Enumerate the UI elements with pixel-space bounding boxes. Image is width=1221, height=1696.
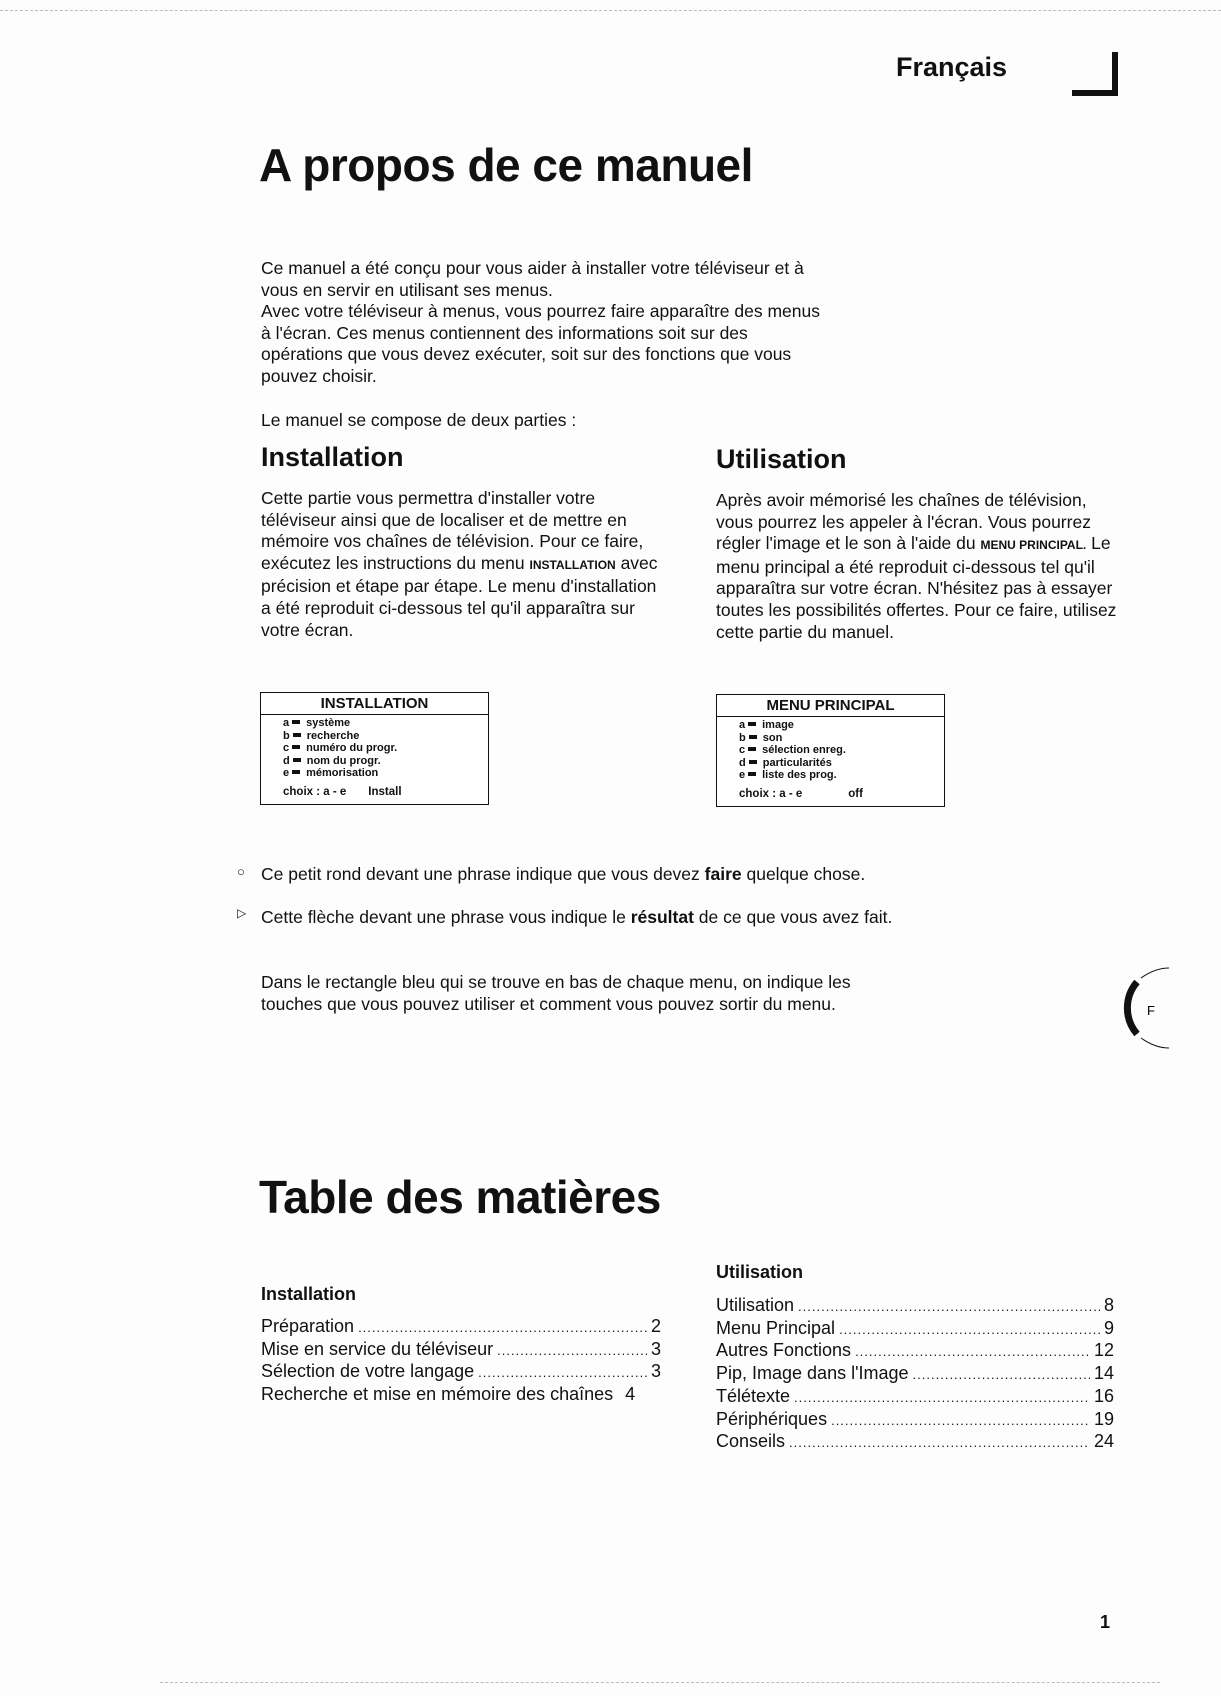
dot-leader xyxy=(839,1318,1100,1341)
bullet-square-icon xyxy=(749,760,757,764)
menu-items xyxy=(261,715,488,780)
text: liste des prog. xyxy=(762,769,837,781)
menu-item xyxy=(739,744,944,757)
text: 9 xyxy=(1103,1317,1114,1338)
text: Cette flèche devant une phrase vous indique le xyxy=(261,907,631,927)
text: son xyxy=(762,731,783,744)
text: b xyxy=(739,731,746,744)
text: Télétexte xyxy=(716,1385,791,1406)
text: a xyxy=(739,719,746,731)
intro-line: opérations que vous devez exécuter, soit sur des fonctions que vous xyxy=(261,344,792,365)
dot-leader xyxy=(831,1409,1090,1432)
text: quelque chose. xyxy=(741,864,866,884)
main-menu-screen xyxy=(716,694,945,807)
bullet-square-icon xyxy=(749,735,757,739)
menu-item xyxy=(283,742,488,755)
language-label: Français xyxy=(896,52,1008,82)
parts-intro: Le manuel se compose de deux parties : xyxy=(261,410,577,430)
dot-leader xyxy=(794,1386,1090,1409)
text: Install xyxy=(368,785,402,798)
menu-name: INSTALLATION xyxy=(529,557,616,572)
text: 12 xyxy=(1093,1340,1114,1361)
text: de ce que vous avez fait. xyxy=(693,907,893,927)
menu-item xyxy=(739,732,944,745)
utilisation-heading: Utilisation xyxy=(716,444,847,474)
text: 24 xyxy=(1093,1431,1114,1452)
corner-mark-icon xyxy=(1072,52,1122,96)
text: 8 xyxy=(1103,1295,1114,1315)
circle-icon: ○ xyxy=(237,864,245,879)
bullet-square-icon xyxy=(748,722,756,726)
text: image xyxy=(762,719,794,731)
intro-line: pouvez choisir. xyxy=(261,365,377,386)
text: 2 xyxy=(650,1316,661,1336)
text: Autres Fonctions xyxy=(716,1340,852,1361)
menu-items xyxy=(717,717,944,782)
toc-entry[interactable] xyxy=(716,1431,1114,1454)
menu-item xyxy=(739,757,944,770)
text: Après avoir mémorisé les chaînes de télévision, vous pourrez les appeler à l'écran. Vous pourrez régler l'image et le son à l'aide du xyxy=(716,490,1091,554)
toc-entry[interactable] xyxy=(261,1316,661,1339)
text: particularités xyxy=(762,756,832,769)
text: 19 xyxy=(1093,1408,1114,1429)
text: Recherche et mise en mémoire des chaînes xyxy=(261,1384,614,1405)
text: système xyxy=(306,717,351,729)
dot-leader xyxy=(798,1295,1100,1318)
text: Cette partie vous permettra d'installer votre téléviseur ainsi que de localiser et de mettre en mémoire vos chaînes de télévision. Pour ce faire, exécutez les instructions du menu xyxy=(261,488,644,573)
text: Ce petit rond devant une phrase indique que vous devez xyxy=(261,864,705,884)
bullet-square-icon xyxy=(292,770,300,774)
text: c xyxy=(283,742,290,754)
text: F xyxy=(1147,1003,1155,1018)
text: résultat xyxy=(630,907,694,927)
text: e xyxy=(739,769,746,781)
toc-utilisation-list xyxy=(716,1295,1114,1454)
text: d xyxy=(283,754,290,767)
menu-footer xyxy=(261,780,488,804)
menu-item xyxy=(283,730,488,743)
text: choix : a - e xyxy=(283,785,347,798)
intro-line: Avec votre téléviseur à menus, vous pourrez faire apparaître des menus xyxy=(261,301,820,322)
arrow-icon: ▷ xyxy=(237,906,247,920)
installation-text xyxy=(261,488,661,641)
toc-entry[interactable] xyxy=(261,1339,661,1362)
bullet-square-icon xyxy=(293,733,301,737)
dot-leader xyxy=(497,1339,647,1362)
text: nom du progr. xyxy=(306,754,381,767)
toc-title: Table des matières xyxy=(259,1171,661,1223)
text xyxy=(1141,968,1169,1048)
text: Le menu principal a été reproduit ci-dessous tel qu'il apparaîtra sur votre écran. N'hésitez pas à essayer toutes les possibilités offertes. Pour ce faire, utilisez cette partie du manuel. xyxy=(716,533,1117,642)
text: e xyxy=(283,767,290,779)
text xyxy=(1112,52,1118,96)
toc-entry[interactable] xyxy=(716,1409,1114,1432)
legend-item xyxy=(261,907,901,929)
bullet-square-icon xyxy=(293,758,301,762)
dot-leader xyxy=(789,1431,1090,1454)
text: off xyxy=(848,787,863,800)
page-title: A propos de ce manuel xyxy=(259,139,753,191)
intro-paragraph xyxy=(261,258,901,388)
scan-edge-top xyxy=(0,10,1221,11)
toc-entry[interactable] xyxy=(716,1363,1114,1386)
menu-item xyxy=(739,769,944,782)
text: Mise en service du téléviseur xyxy=(261,1338,494,1359)
legend-item xyxy=(261,864,901,886)
text: 16 xyxy=(1093,1385,1114,1406)
menu-item xyxy=(283,767,488,780)
installation-menu-screen xyxy=(260,692,489,805)
toc-entry[interactable] xyxy=(261,1361,661,1384)
dot-leader xyxy=(855,1340,1090,1363)
text: choix : a - e xyxy=(739,787,803,800)
scan-edge-bottom xyxy=(160,1682,1160,1683)
toc-entry[interactable] xyxy=(261,1384,661,1406)
dot-leader xyxy=(478,1361,647,1384)
menu-item xyxy=(283,755,488,768)
text: faire xyxy=(704,864,742,884)
menu-title: INSTALLATION xyxy=(261,693,488,715)
toc-installation-heading: Installation xyxy=(261,1284,357,1304)
toc-entry[interactable] xyxy=(716,1386,1114,1409)
menu-name: MENU PRINCIPAL. xyxy=(980,538,1087,553)
text xyxy=(1127,982,1137,1034)
text: Préparation xyxy=(261,1316,355,1336)
dot-leader xyxy=(913,1363,1090,1386)
text: 3 xyxy=(650,1361,661,1382)
bullet-square-icon xyxy=(748,772,756,776)
text: numéro du progr. xyxy=(306,742,398,754)
text: Utilisation xyxy=(716,1295,795,1315)
installation-heading: Installation xyxy=(261,442,404,472)
page-number: 1 xyxy=(1100,1612,1111,1632)
text: 4 xyxy=(625,1384,636,1405)
text: avec précision et étape par étape. Le menu d'installation a été reproduit ci-dessous tel qu'il apparaîtra sur votre écran. xyxy=(261,552,658,640)
menu-item xyxy=(739,719,944,732)
text: 3 xyxy=(650,1338,661,1359)
toc-installation-list xyxy=(261,1316,661,1406)
text xyxy=(1072,90,1118,96)
menu-title: MENU PRINCIPAL xyxy=(717,695,944,717)
text: d xyxy=(739,756,746,769)
menu-item xyxy=(283,717,488,730)
text: sélection enreg. xyxy=(762,744,846,756)
text: c xyxy=(739,744,746,756)
toc-utilisation-heading: Utilisation xyxy=(716,1262,804,1282)
text: Sélection de votre langage xyxy=(261,1361,475,1382)
text: 14 xyxy=(1093,1363,1114,1384)
toc-entry[interactable] xyxy=(716,1318,1114,1341)
blue-rect-note: Dans le rectangle bleu qui se trouve en bas de chaque menu, on indique les touches que vous pouvez utiliser et comment vous pouvez sortir du menu. xyxy=(261,972,851,1014)
bullet-square-icon xyxy=(292,745,300,749)
language-tab-icon xyxy=(1115,960,1175,1060)
text: recherche xyxy=(306,729,360,742)
menu-footer xyxy=(717,782,944,806)
text: Conseils xyxy=(716,1431,786,1452)
intro-line: vous en servir en utilisant ses menus. xyxy=(261,279,553,300)
bullet-square-icon xyxy=(292,720,300,724)
toc-entry[interactable] xyxy=(716,1340,1114,1363)
text: Menu Principal xyxy=(716,1317,836,1338)
text: b xyxy=(283,729,290,742)
bullet-square-icon xyxy=(748,747,756,751)
text: mémorisation xyxy=(306,767,379,779)
dot-leader xyxy=(358,1316,647,1339)
text: a xyxy=(283,717,290,729)
intro-line: à l'écran. Ces menus contiennent des informations soit sur des xyxy=(261,322,748,343)
text: Périphériques xyxy=(716,1408,828,1429)
intro-line: Ce manuel a été conçu pour vous aider à installer votre téléviseur et à xyxy=(261,258,804,278)
toc-entry[interactable] xyxy=(716,1295,1114,1318)
utilisation-text xyxy=(716,490,1126,643)
text: Pip, Image dans l'Image xyxy=(716,1363,909,1384)
